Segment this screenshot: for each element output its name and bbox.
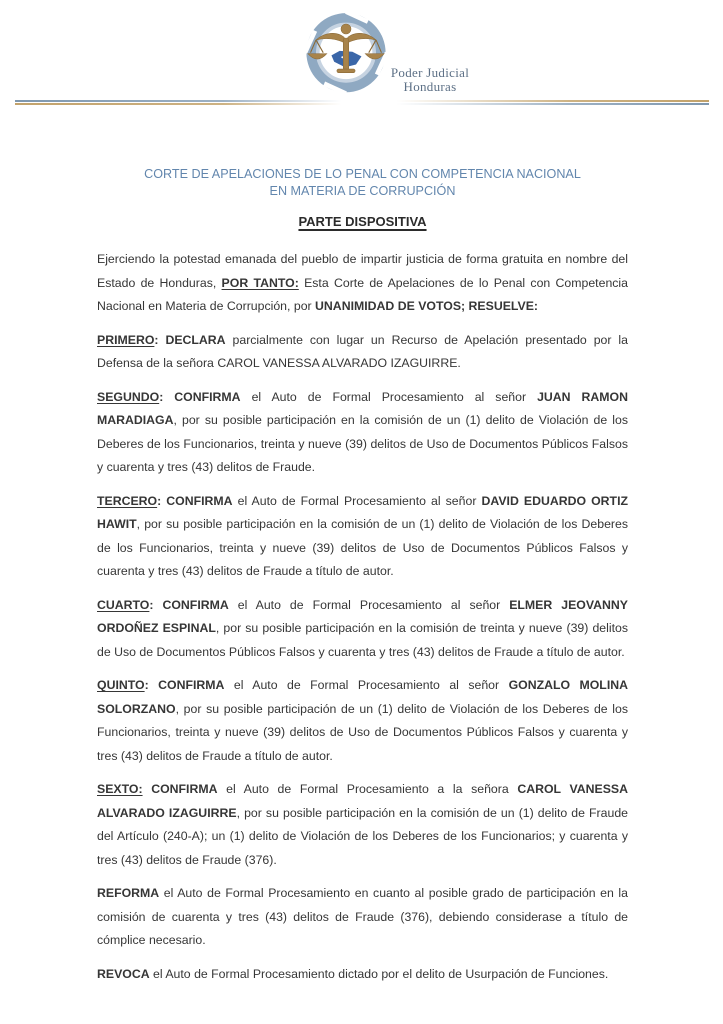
text-run: REVOCA [97, 966, 150, 981]
text-run: , por su posible participación en la comisión de treinta y nueve (39) delitos de Uso de Documentos Públicos Falsos y cuarenta y tres (43) delitos de Fraude a título de autor. [97, 621, 628, 659]
paragraph-intro [97, 248, 628, 319]
text-run: PRIMERO [97, 332, 155, 347]
header-divider [15, 100, 709, 105]
text-run: CONFIRMA [151, 782, 218, 796]
text-run: CAROL VANESSA ALVARADO IZAGUIRRE [97, 782, 628, 820]
court-title [97, 166, 628, 200]
divider-line-bottom [15, 103, 709, 105]
text-run [143, 782, 152, 796]
text-run: UNANIMIDAD DE VOTOS; RESUELVE: [315, 299, 538, 313]
text-run: el Auto de Formal Procesamiento al señor [224, 678, 509, 692]
text-run: DAVID EDUARDO ORTIZ HAWIT [97, 493, 628, 531]
org-name-line1: Poder Judicial [390, 65, 470, 80]
text-run: : [149, 597, 163, 612]
paragraph-primero [97, 329, 628, 376]
text-run: el Auto de Formal Procesamiento al señor [232, 493, 482, 508]
text-run: : [144, 678, 159, 692]
text-run: DECLARA [165, 332, 226, 347]
text-run: el Auto de Formal Procesamiento al señor [228, 597, 510, 612]
text-run: Esta Corte de Apelaciones de lo Penal con Competencia Nacional en Materia de Corrupción, por [97, 275, 628, 313]
paragraph-cuarto [97, 594, 628, 665]
text-run: TERCERO [97, 493, 158, 508]
text-run: CONFIRMA [166, 493, 233, 508]
text-run: CUARTO [97, 597, 150, 612]
divider-line-top [15, 100, 709, 102]
text-run: CONFIRMA [158, 678, 225, 692]
text-run: JUAN RAMON MARADIAGA [97, 389, 628, 427]
court-title-line2: EN MATERIA DE CORRUPCIÓN [269, 184, 456, 198]
text-run: CONFIRMA [174, 389, 241, 404]
document-content [97, 166, 628, 986]
text-run: , por su posible participación en la comisión de un (1) delito de Fraude del Artículo (240-A); un (1) delito de Violación de los Deberes de los Funcionarios; y cuarenta y tres (43) delitos de Fraude (376). [97, 805, 628, 867]
section-heading: PARTE DISPOSITIVA [298, 214, 427, 229]
court-title-line1: CORTE DE APELACIONES DE LO PENAL CON COMPETENCIA NACIONAL [144, 167, 581, 181]
text-run: el Auto de Formal Procesamiento en cuanto al posible grado de participación en la comisión de cuarenta y tres (43) delitos de Fraude (376), debiendo considerase a título de cómplice necesario. [97, 886, 628, 947]
paragraph-sexto [97, 778, 628, 872]
poder-judicial-emblem [299, 9, 393, 100]
text-run: : [154, 332, 166, 347]
text-run: CONFIRMA [162, 597, 229, 612]
text-run: , por su posible participación en la comisión de un (1) delito de Violación de los Deberes de los Funcionarios, treinta y nueve (39) delitos de Uso de Documentos Públicos Falsos y cuarenta y tres (43) delitos de Fraude a título de autor. [97, 517, 628, 578]
org-name [380, 66, 480, 93]
text-run: el Auto de Formal Procesamiento dictado por el delito de Usurpación de Funciones. [149, 966, 609, 981]
text-run: GONZALO MOLINA SOLORZANO [97, 678, 628, 716]
paragraph-segundo [97, 386, 628, 480]
text-run: ELMER JEOVANNY ORDOÑEZ ESPINAL [97, 597, 628, 635]
text-run: SEGUNDO [97, 389, 160, 404]
text-run: el Auto de Formal Procesamiento al señor [240, 389, 538, 404]
org-name-line2: Honduras [403, 78, 457, 94]
text-run: REFORMA [97, 886, 160, 900]
text-run: POR TANTO: [221, 275, 299, 290]
text-run: : [157, 493, 167, 508]
text-run: , por su posible participación de un (1) delito de Violación de los Deberes de los Funcionarios, treinta y nueve (39) delitos de Uso de Documentos Públicos Falsos y cuarenta y tres (43) delitos de Fraude a título de autor. [97, 701, 628, 763]
text-run: SEXTO: [97, 782, 143, 796]
scales-of-justice-icon [299, 9, 393, 100]
document-paragraphs [97, 248, 628, 986]
paragraph-quinto [97, 674, 628, 768]
text-run: el Auto de Formal Procesamiento a la señora [217, 782, 518, 796]
text-run: : [159, 389, 175, 404]
text-run: , por su posible participación en la comisión de un (1) delito de Violación de los Deberes de los Funcionarios, treinta y nueve (39) delitos de Uso de Documentos Públicos Falsos y cuarenta y tres (43) delitos de Fraude. [97, 413, 628, 474]
paragraph-tercero [97, 490, 628, 584]
paragraph-reforma [97, 882, 628, 953]
text-run: QUINTO [97, 678, 145, 692]
paragraph-revoca [97, 963, 628, 987]
text-run: Ejerciendo la potestad emanada del pueblo de impartir justicia de forma gratuita en nombre del Estado de Honduras, [97, 252, 628, 290]
text-run: parcialmente con lugar un Recurso de Apelación presentado por la Defensa de la señora CAROL VANESSA ALVARADO IZAGUIRRE. [97, 332, 628, 370]
